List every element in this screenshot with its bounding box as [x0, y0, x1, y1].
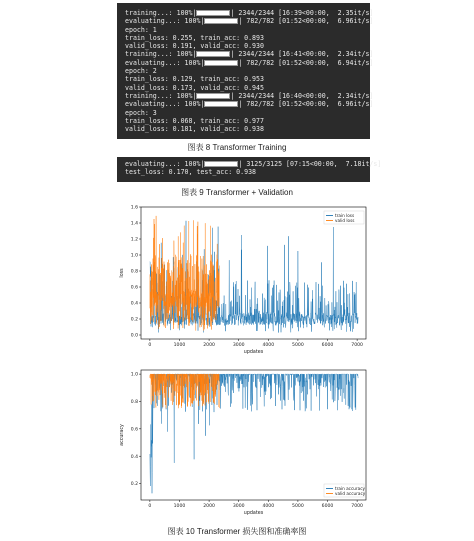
y-tick-label: 0.2: [130, 317, 138, 323]
progress-prefix: evaluating...: 100%|: [125, 160, 205, 168]
legend-label: train accuracy: [335, 486, 365, 491]
y-axis-label: accuracy: [120, 424, 125, 446]
terminal-line: [125, 58, 374, 67]
figure-10-caption: 图表 10 Transformer 损失图和准确率图: [167, 527, 307, 536]
progress-suffix: | 3125/3125 [07:15<00:00, 7.18it/s]: [238, 160, 382, 168]
terminal-line: test_loss: 0.170, test_acc: 0.938: [125, 168, 257, 177]
progress-bar: [204, 161, 238, 167]
x-axis-label: updates: [243, 350, 264, 355]
figure-9-caption: 图表 9 Transformer + Validation: [181, 188, 293, 197]
terminal-line: [125, 100, 374, 109]
terminal-line: valid_loss: 0.191, valid_acc: 0.930: [125, 42, 264, 51]
y-tick-label: 0.8: [130, 269, 138, 275]
y-tick-label: 1.6: [130, 205, 138, 211]
x-axis-label: updates: [243, 511, 264, 516]
x-tick-label: 7000: [351, 504, 363, 509]
terminal-line: train_loss: 0.129, train_acc: 0.953: [125, 75, 264, 84]
y-tick-label: 0.6: [130, 427, 138, 433]
progress-bar: [204, 101, 238, 107]
progress-prefix: training...: 100%|: [125, 50, 197, 59]
terminal-line: epoch: 3: [125, 108, 157, 117]
progress-bar: [204, 18, 238, 24]
x-tick-label: 2000: [203, 504, 215, 509]
progress-prefix: evaluating...: 100%|: [125, 58, 205, 67]
progress-suffix: | 2344/2344 [16:41<00:00, 2.34it/s]: [230, 50, 374, 59]
y-tick-label: 0.2: [130, 482, 138, 488]
progress-prefix: evaluating...: 100%|: [125, 17, 205, 26]
y-tick-label: 0.0: [130, 333, 138, 339]
x-tick-label: 5000: [292, 343, 304, 348]
progress-bar: [204, 60, 238, 66]
x-tick-label: 4000: [262, 504, 275, 509]
accuracy-chart: [117, 364, 374, 522]
test-terminal-output: [117, 157, 382, 182]
terminal-line: [125, 17, 374, 26]
progress-bar: [196, 10, 230, 16]
legend-label: train loss: [335, 213, 355, 218]
terminal-line: epoch: 2: [125, 67, 157, 76]
progress-prefix: training...: 100%|: [125, 91, 197, 100]
legend-label: valid loss: [335, 218, 355, 223]
figure-8-caption: 图表 8 Transformer Training: [187, 143, 287, 152]
x-tick-label: 0: [148, 343, 152, 348]
terminal-line: [125, 9, 374, 17]
x-tick-label: 5000: [292, 504, 304, 509]
y-axis-label: loss: [120, 268, 125, 278]
terminal-line: train_loss: 0.068, train_acc: 0.977: [125, 116, 264, 125]
y-tick-label: 1.2: [130, 237, 138, 243]
loss-chart-svg: [117, 201, 374, 361]
progress-suffix: | 782/782 [01:52<00:00, 6.96it/s]: [238, 17, 374, 26]
x-tick-label: 1000: [173, 504, 186, 509]
y-tick-label: 0.4: [130, 454, 138, 460]
progress-bar: [196, 51, 230, 57]
terminal-line: valid_loss: 0.181, valid_acc: 0.938: [125, 125, 264, 134]
x-tick-label: 1000: [173, 343, 186, 348]
terminal-line: epoch: 1: [125, 25, 157, 34]
progress-suffix: | 782/782 [01:52<00:00, 6.94it/s]: [238, 58, 374, 67]
terminal-line: valid_loss: 0.173, valid_acc: 0.945: [125, 83, 264, 92]
y-tick-label: 0.6: [130, 285, 138, 291]
x-tick-label: 6000: [321, 343, 334, 348]
y-tick-label: 0.4: [130, 301, 138, 307]
progress-prefix: training...: 100%|: [125, 9, 197, 17]
training-terminal-output: [117, 3, 374, 139]
y-tick-label: 0.8: [130, 400, 138, 406]
terminal-line: [125, 50, 374, 59]
legend-label: valid accuracy: [335, 491, 366, 496]
terminal-line: train_loss: 0.255, train_acc: 0.893: [125, 33, 264, 42]
x-tick-label: 7000: [351, 343, 363, 348]
y-tick-label: 1.4: [130, 221, 138, 227]
x-tick-label: 4000: [262, 343, 275, 348]
x-tick-label: 2000: [203, 343, 215, 348]
progress-suffix: | 2344/2344 [16:39<00:00, 2.35it/s]: [230, 9, 374, 17]
y-tick-label: 1.0: [130, 253, 138, 259]
terminal-line: [125, 160, 382, 168]
loss-chart: [117, 201, 374, 361]
x-tick-label: 3000: [232, 343, 245, 348]
progress-suffix: | 782/782 [01:52<00:00, 6.96it/s]: [238, 100, 374, 109]
terminal-line: [125, 91, 374, 100]
x-tick-label: 3000: [232, 504, 245, 509]
x-tick-label: 0: [148, 504, 152, 509]
progress-bar: [196, 93, 230, 99]
y-tick-label: 1.0: [130, 372, 138, 378]
accuracy-chart-svg: [117, 364, 374, 522]
progress-suffix: | 2344/2344 [16:40<00:00, 2.34it/s]: [230, 91, 374, 100]
progress-prefix: evaluating...: 100%|: [125, 100, 205, 109]
x-tick-label: 6000: [321, 504, 334, 509]
